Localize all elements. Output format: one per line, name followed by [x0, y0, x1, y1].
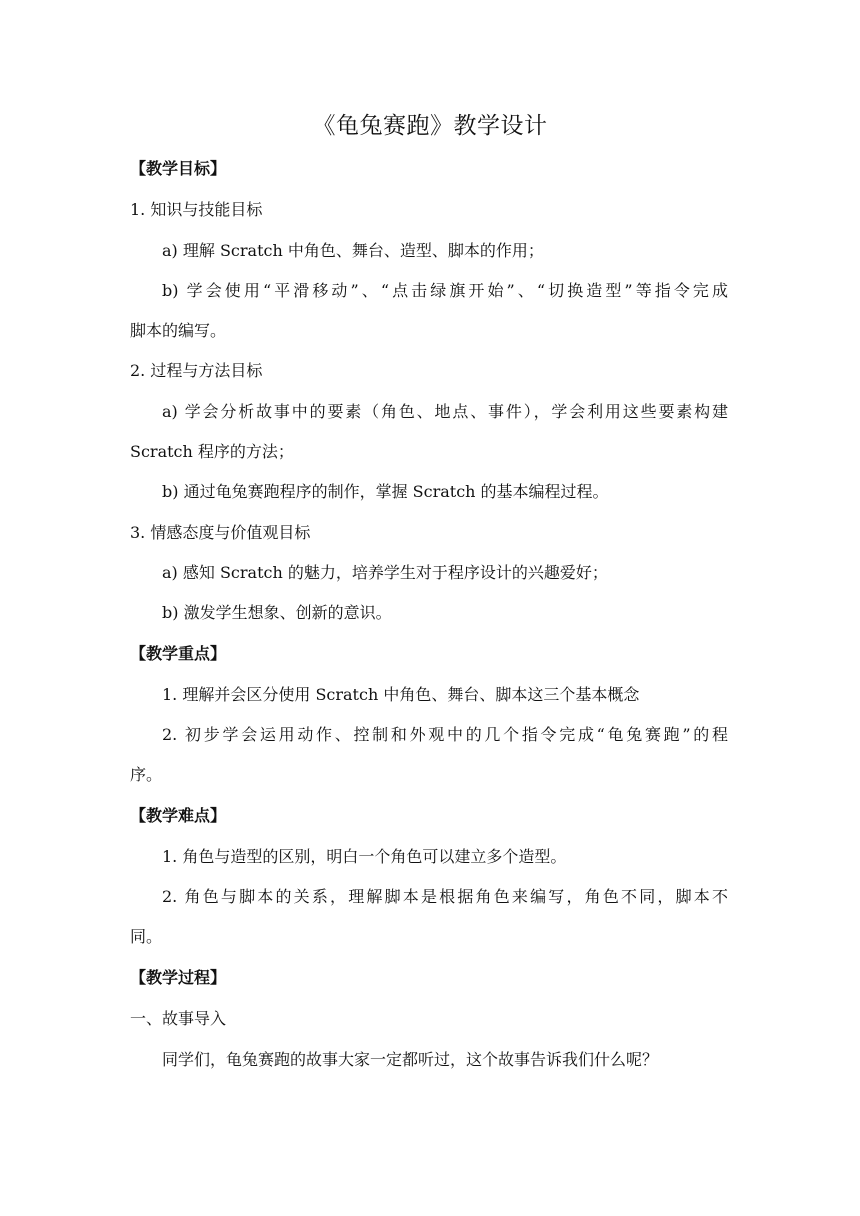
objective-1b-line2: 脚本的编写。: [130, 321, 227, 340]
objective-2b: b) 通过龟兔赛跑程序的制作，掌握 Scratch 的基本编程过程。: [162, 482, 609, 501]
objective-2a-line2: Scratch 程序的方法；: [130, 442, 294, 461]
objective-1a: a) 理解 Scratch 中角色、舞台、造型、脚本的作用；: [162, 241, 544, 260]
section-heading-process: 【教学过程】: [130, 968, 227, 987]
objective-3a: a) 感知 Scratch 的魅力，培养学生对于程序设计的兴趣爱好；: [162, 563, 608, 582]
difficulty-1: 1. 角色与造型的区别，明白一个角色可以建立多个造型。: [162, 847, 567, 866]
objective-2a-line1: a) 学会分析故事中的要素（角色、地点、事件），学会利用这些要素构建: [162, 402, 728, 421]
key-point-1: 1. 理解并会区分使用 Scratch 中角色、舞台、脚本这三个基本概念: [162, 685, 640, 704]
objective-2: 2. 过程与方法目标: [130, 361, 263, 380]
objective-3b: b) 激发学生想象、创新的意识。: [162, 603, 392, 622]
process-step-1: 一、故事导入: [130, 1009, 227, 1028]
objective-1: 1. 知识与技能目标: [130, 200, 263, 219]
document-title: 《龟兔赛跑》教学设计: [312, 113, 548, 139]
difficulty-2-line1: 2. 角色与脚本的关系，理解脚本是根据角色来编写，角色不同，脚本不: [162, 887, 728, 906]
objective-3: 3. 情感态度与价值观目标: [130, 523, 311, 542]
section-heading-objectives: 【教学目标】: [130, 159, 227, 178]
section-heading-difficulties: 【教学难点】: [130, 806, 227, 825]
process-step-1-text: 同学们，龟兔赛跑的故事大家一定都听过，这个故事告诉我们什么呢？: [162, 1050, 659, 1069]
objective-1b-line1: b) 学会使用“平滑移动”、“点击绿旗开始”、“切换造型”等指令完成: [162, 281, 728, 300]
section-heading-key-points: 【教学重点】: [130, 644, 227, 663]
key-point-2-line2: 序。: [130, 765, 163, 784]
key-point-2-line1: 2. 初步学会运用动作、控制和外观中的几个指令完成“龟兔赛跑”的程: [162, 725, 728, 744]
difficulty-2-line2: 同。: [130, 927, 163, 946]
